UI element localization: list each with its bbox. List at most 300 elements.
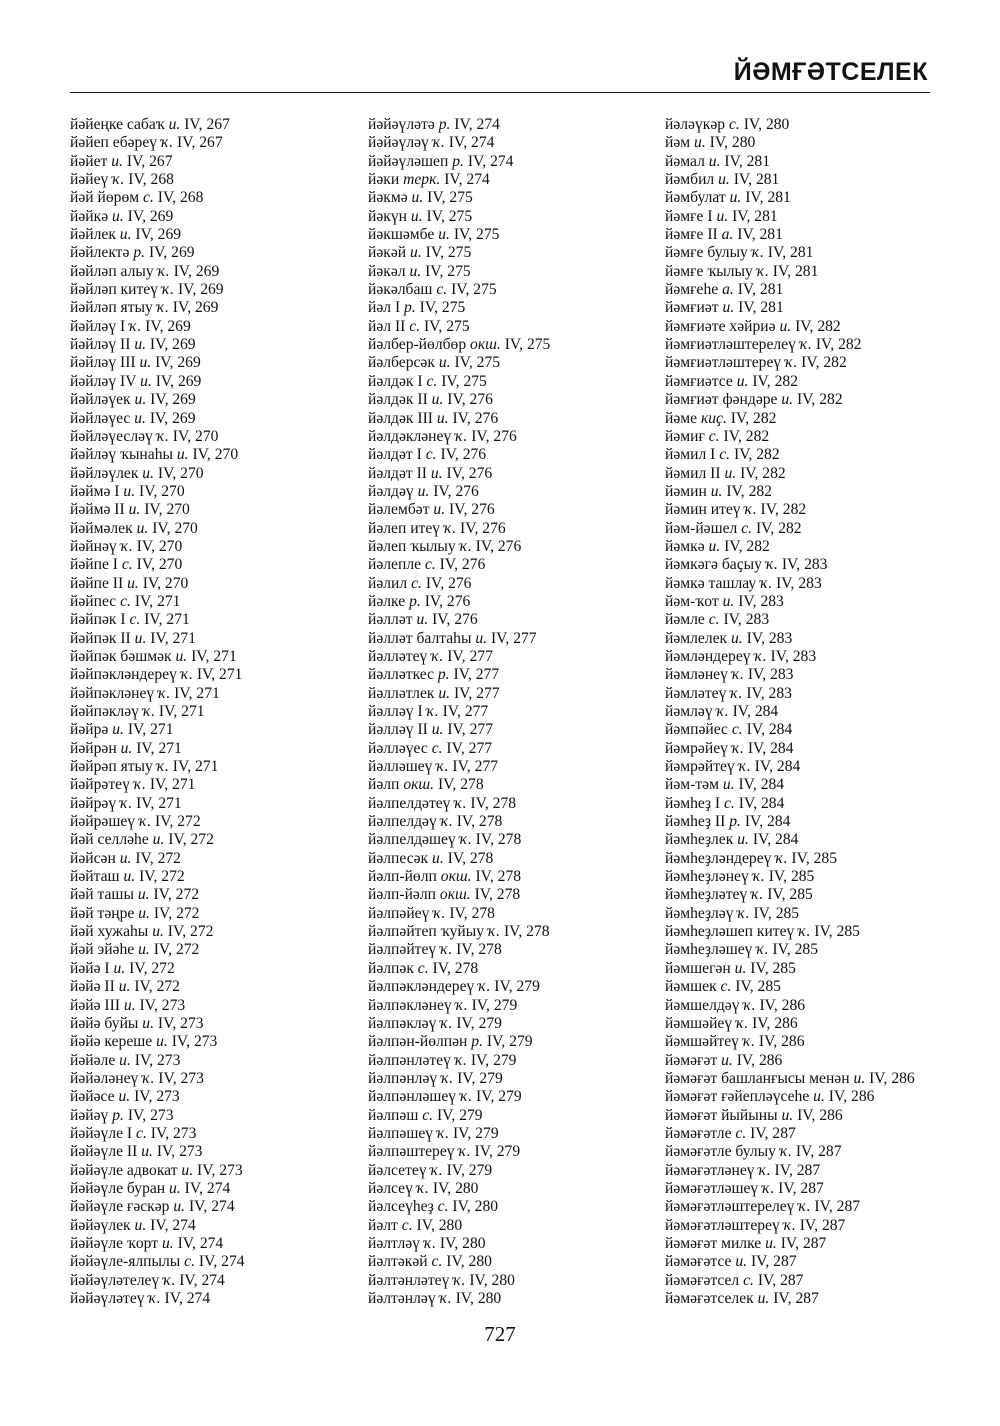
- entry-word: йәлләү II: [368, 721, 428, 739]
- entry-word: йәй селләһе: [70, 831, 149, 849]
- entry-grammar-mark: ҡ.: [779, 1143, 792, 1161]
- index-entry: [368, 611, 668, 629]
- index-entry: [70, 263, 370, 281]
- entry-word: йәйләүек: [70, 391, 131, 409]
- entry-reference: IV, 274: [467, 152, 514, 170]
- entry-word: йәй эйәһе: [70, 941, 135, 959]
- entry-reference: IV, 269: [172, 299, 219, 317]
- entry-word: йәмһеҙләшеү: [665, 941, 753, 959]
- index-entry: [665, 941, 965, 959]
- entry-word: йәлеп ҡылыу: [368, 537, 456, 555]
- entry-grammar-mark: и.: [433, 501, 446, 519]
- entry-grammar-mark: и.: [765, 1234, 777, 1252]
- entry-reference: IV, 270: [142, 574, 189, 592]
- entry-word: йәмһеҙлек: [665, 831, 734, 849]
- entry-reference: IV, 276: [424, 592, 471, 610]
- index-entry: [70, 1143, 370, 1161]
- entry-grammar-mark: и.: [708, 537, 721, 555]
- entry-reference: IV, 285: [735, 978, 781, 996]
- entry-word: йәмбил: [665, 171, 715, 189]
- entry-word: йәмин итеү: [665, 501, 741, 519]
- index-entry: [368, 886, 668, 904]
- entry-grammar-mark: и.: [112, 207, 124, 225]
- entry-grammar-mark: ҡ.: [730, 684, 743, 702]
- entry-grammar-mark: ҡ.: [431, 647, 444, 665]
- index-entry: [665, 1015, 965, 1033]
- entry-reference: IV, 275: [427, 189, 473, 207]
- index-entry: [665, 354, 965, 372]
- entry-word: йәкмә: [368, 189, 408, 207]
- index-entry: [665, 189, 965, 207]
- index-entry: [70, 648, 370, 666]
- entry-grammar-mark: окш.: [470, 336, 501, 354]
- entry-grammar-mark: ҡ.: [744, 501, 757, 519]
- entry-grammar-mark: и.: [781, 391, 794, 409]
- entry-word: йәй хужаһы: [70, 923, 149, 941]
- index-entry: [665, 648, 965, 666]
- entry-reference: IV, 275: [451, 281, 497, 299]
- entry-grammar-mark: и.: [430, 464, 443, 482]
- entry-reference: IV, 269: [150, 391, 196, 409]
- entry-reference: IV, 285: [791, 849, 838, 867]
- entry-grammar-mark: и.: [119, 1051, 131, 1069]
- index-entry: [665, 391, 965, 409]
- entry-reference: IV, 269: [145, 317, 191, 335]
- index-entry: [70, 1033, 370, 1051]
- index-entry: [665, 318, 965, 336]
- index-entry: [368, 960, 668, 978]
- entry-reference: IV, 284: [738, 776, 785, 794]
- entry-word: йәйәүлек: [70, 1216, 131, 1234]
- entry-reference: IV, 281: [745, 189, 791, 207]
- entry-reference: IV, 285: [750, 959, 796, 977]
- entry-grammar-mark: и.: [142, 464, 154, 482]
- entry-grammar-mark: с.: [436, 281, 448, 299]
- entry-reference: IV, 276: [425, 574, 472, 592]
- entry-reference: IV, 269: [155, 354, 201, 372]
- entry-word: йәйпе II: [70, 574, 124, 592]
- entry-reference: IV, 283: [723, 611, 770, 629]
- entry-grammar-mark: ҡ.: [432, 134, 445, 152]
- index-entry: [665, 244, 965, 262]
- entry-grammar-mark: ҡ.: [762, 1179, 775, 1197]
- entry-grammar-mark: с.: [735, 1124, 747, 1142]
- entry-grammar-mark: ҡ.: [163, 1271, 176, 1289]
- index-entry: [70, 428, 370, 446]
- entry-word: йәйпес: [70, 592, 117, 610]
- entry-reference: IV, 284: [746, 721, 793, 739]
- entry-word: йәлпәк: [368, 959, 414, 977]
- entry-grammar-mark: ҡ.: [112, 171, 125, 189]
- entry-reference: IV, 274: [454, 116, 500, 133]
- entry-word: йәмпәйес: [665, 721, 728, 739]
- entry-grammar-mark: ҡ.: [716, 703, 729, 720]
- entry-word: йәйәүле буран: [70, 1179, 166, 1197]
- entry-grammar-mark: ҡ.: [756, 941, 769, 959]
- entry-reference: IV, 286: [752, 1014, 798, 1032]
- index-entry: [70, 997, 370, 1015]
- entry-word: йәмһеҙләнеү: [665, 868, 749, 886]
- index-entry: [70, 758, 370, 776]
- entry-reference: IV, 284: [752, 831, 799, 849]
- index-entry: [70, 446, 370, 464]
- index-entry: [368, 244, 668, 262]
- entry-grammar-mark: и.: [438, 684, 451, 702]
- index-entry: [368, 630, 668, 648]
- entry-grammar-mark: и.: [138, 904, 150, 922]
- entry-grammar-mark: и.: [111, 152, 123, 170]
- index-entry: [665, 666, 965, 684]
- entry-grammar-mark: ҡ.: [142, 1069, 155, 1087]
- entry-reference: IV, 278: [447, 849, 494, 867]
- entry-word: йәйләү ҡынаһы: [70, 446, 173, 464]
- entry-reference: IV, 272: [129, 959, 175, 977]
- index-entry: [70, 391, 370, 409]
- index-entry: [70, 501, 370, 519]
- entry-grammar-mark: и.: [409, 262, 422, 280]
- entry-word: йәлп: [368, 776, 400, 794]
- entry-reference: IV, 270: [152, 519, 198, 537]
- entry-reference: IV, 267: [184, 116, 230, 133]
- entry-reference: IV, 281: [724, 152, 771, 170]
- entry-reference: IV, 277: [452, 758, 499, 776]
- index-entry: [368, 1125, 668, 1143]
- index-entry: [70, 795, 370, 813]
- entry-grammar-mark: ҡ.: [487, 923, 501, 941]
- entry-reference: IV, 274: [184, 1179, 231, 1197]
- entry-word: йәкәлбаш: [368, 281, 433, 299]
- entry-grammar-mark: ҡ.: [440, 941, 453, 959]
- entry-reference: IV, 278: [503, 923, 550, 941]
- index-entry: [70, 1088, 370, 1106]
- entry-grammar-mark: ҡ.: [478, 978, 491, 996]
- index-entry: [368, 795, 668, 813]
- entry-grammar-mark: ҡ.: [460, 1088, 473, 1106]
- entry-word: йәлсетеү: [368, 1161, 427, 1179]
- index-column-2: [368, 116, 668, 1308]
- index-entry: [665, 446, 965, 464]
- index-entry: [70, 1052, 370, 1070]
- entry-word: йәлдәү: [368, 482, 414, 500]
- entry-grammar-mark: и.: [813, 1088, 825, 1106]
- entry-word: йәлп-йөлп: [368, 868, 437, 886]
- index-entry: [368, 134, 668, 152]
- index-entry: [368, 428, 668, 446]
- entry-reference: IV, 286: [869, 1069, 915, 1087]
- entry-grammar-mark: с.: [437, 1198, 449, 1216]
- entry-reference: IV, 282: [796, 391, 843, 409]
- entry-grammar-mark: ҡ.: [156, 427, 169, 445]
- entry-grammar-mark: с.: [724, 794, 735, 812]
- index-entry: [70, 520, 370, 538]
- entry-grammar-mark: ҡ.: [440, 1014, 453, 1032]
- entry-word: йәлт: [368, 1216, 398, 1234]
- index-entry: [665, 520, 965, 538]
- index-entry: [70, 483, 370, 501]
- entry-word: йәмшәйтеү: [665, 1033, 739, 1051]
- entry-word: йәлпәштереү: [368, 1143, 455, 1161]
- entry-grammar-mark: ҡ.: [775, 849, 788, 867]
- entry-word: йәмғиәтсе: [665, 372, 733, 390]
- entry-grammar-mark: и.: [710, 482, 723, 500]
- index-entry: [665, 1180, 965, 1198]
- entry-reference: IV, 286: [759, 996, 806, 1014]
- index-entry: [70, 354, 370, 372]
- entry-grammar-mark: и.: [438, 226, 450, 244]
- entry-word: йәй тәңре: [70, 904, 135, 922]
- index-entry: [368, 354, 668, 372]
- entry-word: йәме: [665, 409, 698, 427]
- entry-reference: IV, 274: [188, 1198, 235, 1216]
- entry-word: йәмһеҙләтеү: [665, 886, 748, 904]
- index-entry: [70, 923, 370, 941]
- entry-grammar-mark: и.: [416, 611, 429, 629]
- index-entry: [368, 373, 668, 391]
- entry-grammar-mark: и.: [128, 501, 141, 519]
- entry-grammar-mark: с.: [741, 519, 753, 537]
- entry-reference: IV, 279: [494, 978, 540, 996]
- entry-reference: IV, 283: [738, 592, 784, 610]
- index-entry: [368, 1107, 668, 1125]
- entry-reference: IV, 272: [134, 978, 180, 996]
- entry-word: йәлтләү: [368, 1234, 420, 1252]
- entry-grammar-mark: окш.: [440, 868, 472, 886]
- entry-reference: IV, 279: [452, 1124, 499, 1142]
- entry-word: йәйәү: [70, 1106, 109, 1124]
- entry-grammar-mark: ҡ.: [737, 904, 750, 922]
- entry-word: йәмин: [665, 482, 707, 500]
- entry-reference: IV, 268: [128, 171, 174, 189]
- index-entry: [665, 556, 965, 574]
- index-entry: [665, 758, 965, 776]
- entry-word: йәймәлек: [70, 519, 133, 537]
- entry-reference: IV, 276: [460, 519, 506, 537]
- entry-grammar-mark: ҡ.: [738, 758, 751, 776]
- entry-reference: IV, 287: [757, 1271, 804, 1289]
- entry-grammar-mark: и.: [431, 721, 444, 739]
- entry-reference: IV, 272: [155, 813, 201, 831]
- entry-reference: IV, 270: [192, 446, 239, 464]
- index-entry: [665, 465, 965, 483]
- entry-grammar-mark: и.: [781, 1106, 794, 1124]
- entry-grammar-mark: ҡ.: [436, 758, 449, 776]
- index-entry: [368, 666, 668, 684]
- entry-grammar-mark: и.: [736, 372, 749, 390]
- entry-reference: IV, 287: [774, 1161, 821, 1179]
- entry-grammar-mark: ҡ.: [148, 1290, 161, 1307]
- entry-reference: IV, 283: [776, 574, 822, 592]
- entry-reference: IV, 287: [750, 1124, 796, 1142]
- entry-reference: IV, 276: [449, 501, 495, 519]
- entry-word: йәлдәк I: [368, 372, 423, 390]
- entry-reference: IV, 278: [456, 941, 502, 959]
- entry-reference: IV, 270: [139, 482, 185, 500]
- index-entry: [665, 263, 965, 281]
- index-entry: [368, 978, 668, 996]
- entry-reference: IV, 270: [136, 537, 183, 555]
- entry-grammar-mark: и.: [118, 978, 131, 996]
- index-entry: [70, 538, 370, 556]
- entry-word: йәмал: [665, 152, 705, 170]
- index-entry: [665, 336, 965, 354]
- entry-reference: IV, 270: [157, 464, 204, 482]
- entry-reference: IV, 276: [439, 556, 486, 574]
- index-entry: [368, 941, 668, 959]
- entry-word: йәлдәкләнеү: [368, 427, 452, 445]
- entry-word: йәйәүле II: [70, 1143, 138, 1161]
- entry-reference: IV, 267: [126, 152, 173, 170]
- entry-grammar-mark: ҡ.: [751, 244, 764, 262]
- entry-grammar-mark: ҡ.: [742, 1033, 755, 1051]
- entry-reference: IV, 273: [158, 1069, 204, 1087]
- entry-reference: IV, 282: [755, 519, 802, 537]
- entry-grammar-mark: а.: [721, 226, 734, 244]
- entry-reference: IV, 277: [447, 647, 493, 665]
- index-entry: [70, 1162, 370, 1180]
- entry-reference: IV, 273: [127, 1106, 174, 1124]
- entry-reference: IV, 284: [747, 739, 794, 757]
- index-entry: [368, 410, 668, 428]
- entry-grammar-mark: ҡ.: [157, 262, 170, 280]
- entry-grammar-mark: р.: [729, 813, 741, 831]
- entry-word: йәйташ: [70, 868, 120, 886]
- entry-reference: IV, 282: [726, 482, 772, 500]
- entry-reference: IV, 282: [801, 354, 847, 372]
- entry-word: йәйәсе: [70, 1088, 115, 1106]
- entry-grammar-mark: и.: [137, 886, 150, 904]
- entry-grammar-mark: ҡ.: [158, 684, 171, 702]
- entry-grammar-mark: ҡ.: [785, 354, 798, 372]
- entry-reference: IV, 281: [737, 281, 784, 299]
- entry-grammar-mark: ҡ.: [458, 1143, 471, 1161]
- entry-word: йәлпәкләндереү: [368, 978, 475, 996]
- entry-reference: IV, 275: [419, 299, 466, 317]
- entry-grammar-mark: и.: [152, 831, 165, 849]
- entry-grammar-mark: с.: [136, 1124, 147, 1142]
- entry-grammar-mark: с.: [184, 1253, 195, 1271]
- index-entry: [368, 336, 668, 354]
- entry-reference: IV, 282: [752, 372, 798, 390]
- index-entry: [368, 318, 668, 336]
- entry-grammar-mark: с.: [708, 427, 720, 445]
- index-entry: [665, 1143, 965, 1161]
- entry-reference: IV, 273: [134, 1051, 181, 1069]
- index-entry: [368, 391, 668, 409]
- entry-word: йәлләтлек: [368, 684, 435, 702]
- index-entry: [368, 520, 668, 538]
- entry-grammar-mark: и.: [161, 1234, 174, 1252]
- entry-reference: IV, 271: [196, 666, 243, 684]
- entry-grammar-mark: и.: [127, 574, 139, 592]
- entry-word: йәйләп ятыу: [70, 299, 153, 317]
- index-entry: [665, 501, 965, 519]
- entry-word: йәмғе I: [665, 207, 713, 225]
- index-entry: [665, 134, 965, 152]
- entry-word: йәмәғәтсел: [665, 1271, 740, 1289]
- entry-word: йәмшелдәү: [665, 996, 740, 1014]
- index-entry: [368, 116, 668, 134]
- entry-reference: IV, 280: [439, 1234, 486, 1252]
- index-entry: [70, 1290, 370, 1308]
- index-entry: [368, 465, 668, 483]
- index-entry: [368, 281, 668, 299]
- entry-word: йәлпәйеү: [368, 904, 430, 922]
- entry-grammar-mark: с.: [426, 372, 438, 390]
- entry-word: йәмәғәт башланғысы менән: [665, 1069, 850, 1087]
- entry-grammar-mark: и.: [123, 996, 136, 1014]
- entry-word: йәмәғәтләнеү: [665, 1161, 755, 1179]
- entry-word: йәмғиәте хәйриә: [665, 317, 776, 335]
- entry-grammar-mark: и.: [737, 831, 749, 849]
- entry-grammar-mark: и.: [181, 1161, 194, 1179]
- entry-grammar-mark: и.: [139, 354, 152, 372]
- entry-reference: IV, 272: [139, 868, 185, 886]
- entry-word: йәмәғәтле булыу: [665, 1143, 776, 1161]
- entry-word: йәмһеҙ II: [665, 813, 726, 831]
- entry-grammar-mark: и.: [694, 134, 706, 152]
- entry-grammar-mark: ҡ.: [444, 519, 457, 537]
- entry-reference: IV, 279: [446, 1161, 493, 1179]
- index-entry: [368, 593, 668, 611]
- entry-reference: IV, 286: [736, 1051, 783, 1069]
- entry-grammar-mark: и.: [141, 1143, 153, 1161]
- index-entry: [665, 611, 965, 629]
- index-entry: [70, 373, 370, 391]
- entry-reference: IV, 271: [174, 684, 220, 702]
- index-entry: [665, 703, 965, 721]
- entry-word: йәйләүес: [70, 409, 131, 427]
- entry-word: йәлләт: [368, 611, 413, 629]
- entry-grammar-mark: и.: [779, 317, 792, 335]
- entry-reference: IV, 271: [149, 776, 196, 794]
- entry-word: йәмшәйеү: [665, 1014, 733, 1032]
- index-entry: [665, 483, 965, 501]
- entry-word: йәйрәшеү: [70, 813, 136, 831]
- entry-word: йәймә I: [70, 482, 120, 500]
- entry-grammar-mark: ҡ.: [120, 794, 133, 812]
- entry-word: йәйләүесләү: [70, 427, 153, 445]
- entry-word: йәмлелек: [665, 629, 728, 647]
- entry-word: йәйләү III: [70, 354, 136, 372]
- entry-grammar-mark: ҡ.: [156, 758, 169, 776]
- entry-word: йәкүн: [368, 207, 407, 225]
- entry-word: йәлберсәк: [368, 354, 435, 372]
- index-entry: [665, 1052, 965, 1070]
- entry-reference: IV, 275: [441, 372, 487, 390]
- entry-word: йәйләү II: [70, 336, 131, 354]
- index-entry: [70, 134, 370, 152]
- index-entry: [70, 886, 370, 904]
- index-entry: [70, 153, 370, 171]
- index-entry: [665, 1253, 965, 1271]
- entry-reference: IV, 273: [157, 1014, 204, 1032]
- entry-grammar-mark: терк.: [403, 171, 441, 189]
- index-entry: [368, 226, 668, 244]
- entry-grammar-mark: р.: [404, 299, 416, 317]
- index-entry: [368, 299, 668, 317]
- entry-reference: IV, 271: [136, 794, 182, 812]
- entry-word: йәйсән: [70, 849, 116, 867]
- entry-word: йәмәғәт милке: [665, 1234, 762, 1252]
- entry-word: йәлеп итеү: [368, 519, 441, 537]
- entry-word: йәмшегән: [665, 959, 731, 977]
- entry-word: йәлбер-йөлбөр: [368, 336, 467, 354]
- entry-grammar-mark: с.: [728, 116, 740, 133]
- entry-word: йәлпәйтеү: [368, 941, 437, 959]
- entry-reference: IV, 285: [767, 886, 813, 904]
- entry-word: йәйпәк бәшмәк: [70, 647, 172, 665]
- entry-reference: IV, 277: [447, 721, 493, 739]
